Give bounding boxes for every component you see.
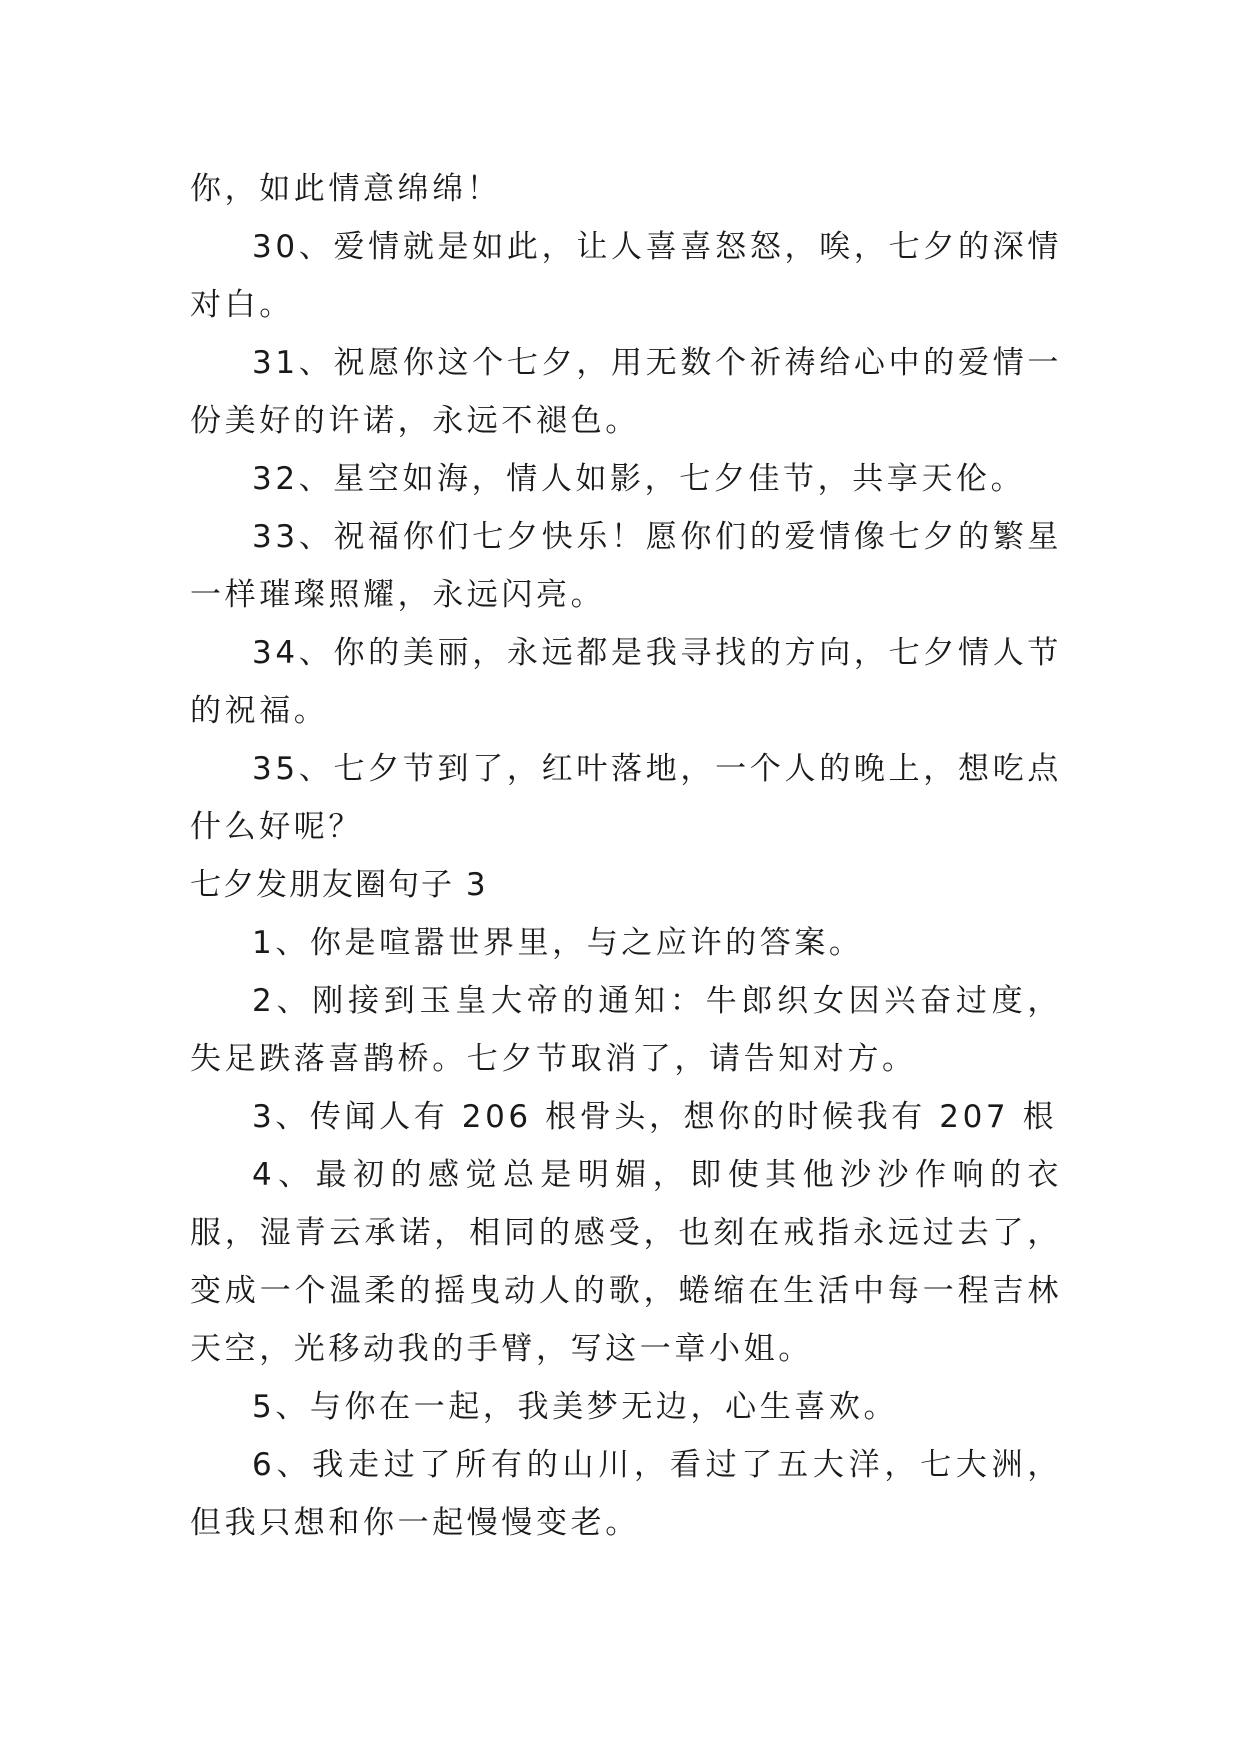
list-item-33: 33、祝福你们七夕快乐！愿你们的爱情像七夕的繁星一样璀璨照耀，永远闪亮。 xyxy=(190,519,1062,613)
section-item-3: 3、传闻人有 206 根骨头，想你的时候我有 207 根 xyxy=(252,1099,1058,1135)
list-item-30: 30、爱情就是如此，让人喜喜怒怒，唉，七夕的深情对白。 xyxy=(190,229,1062,323)
document-body xyxy=(190,160,1062,1552)
list-item-35: 35、七夕节到了，红叶落地，一个人的晚上，想吃点什么好呢？ xyxy=(190,751,1062,845)
section-item-4: 4、最初的感觉总是明媚，即使其他沙沙作响的衣服，湿青云承诺，相同的感受，也刻在戒指永远过去了，变成一个温柔的摇曳动人的歌，蜷缩在生活中每一程吉林天空，光移动我的手臂，写这一章小姐。 xyxy=(190,1157,1062,1367)
section-item-1: 1、你是喧嚣世界里，与之应许的答案。 xyxy=(252,925,864,961)
list-item-32: 32、星空如海，情人如影，七夕佳节，共享天伦。 xyxy=(252,461,1026,497)
section-heading: 七夕发朋友圈句子 3 xyxy=(190,867,488,903)
section-item-2: 2、刚接到玉皇大帝的通知：牛郎织女因兴奋过度，失足跌落喜鹊桥。七夕节取消了，请告知对方。 xyxy=(190,983,1062,1077)
paragraph-continuation: 你，如此情意绵绵！ xyxy=(190,171,502,207)
list-item-34: 34、你的美丽，永远都是我寻找的方向，七夕情人节的祝福。 xyxy=(190,635,1062,729)
section-item-5: 5、与你在一起，我美梦无边，心生喜欢。 xyxy=(252,1389,899,1425)
section-item-6: 6、我走过了所有的山川，看过了五大洋，七大洲，但我只想和你一起慢慢变老。 xyxy=(190,1447,1062,1541)
list-item-31: 31、祝愿你这个七夕，用无数个祈祷给心中的爱情一份美好的许诺，永远不褪色。 xyxy=(190,345,1062,439)
